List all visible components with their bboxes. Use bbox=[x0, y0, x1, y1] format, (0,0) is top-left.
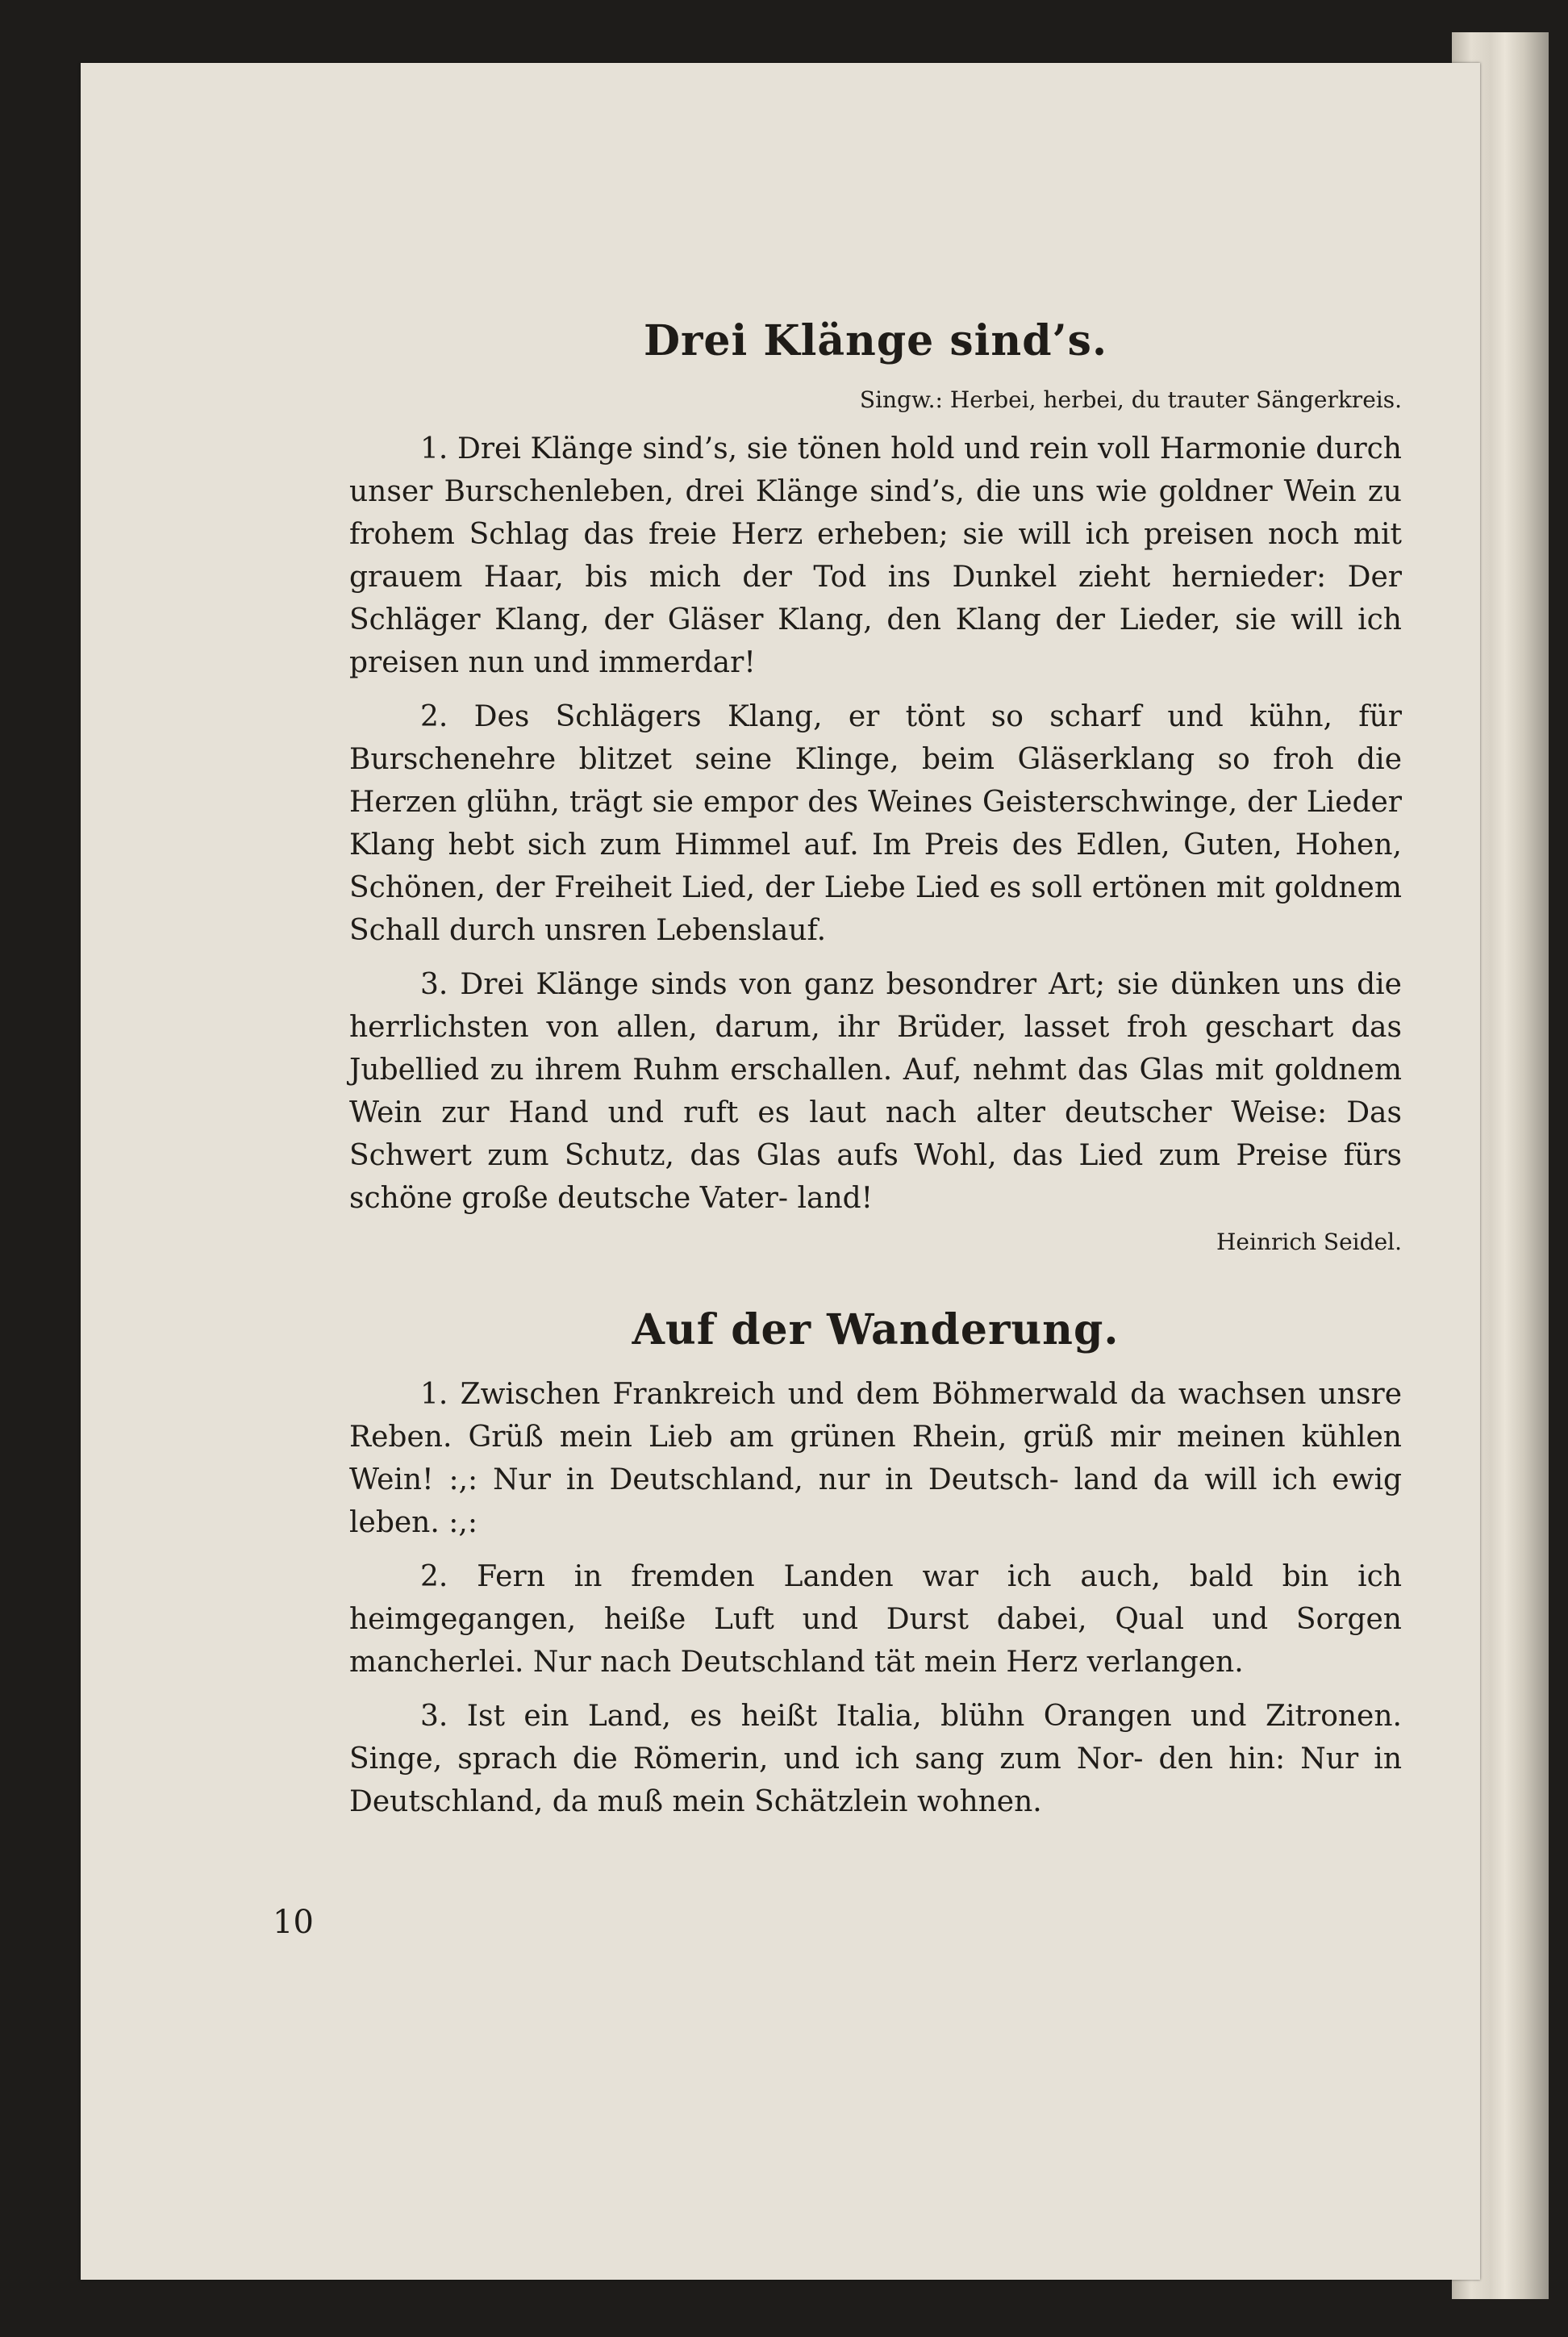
page-content bbox=[349, 313, 1402, 1834]
page-number: 10 bbox=[273, 1904, 314, 1941]
song-title-1: Drei Klänge sind’s. bbox=[643, 316, 1108, 365]
verse-1-1: 1. Drei Klänge sind’s, sie tönen hold und rein voll Harmonie durch unser Burschenleben, drei Klänge sind’s, die uns wie goldner Wein zu frohem Schlag das freie Herz erheben; sie will ich preisen noch mit grauem Haar, bis mich der Tod ins Dunkel zieht hernieder: Der Schläger Klang, der Gläser Klang, den Klang der Lieder, sie will ich preisen nun und immerdar! bbox=[349, 432, 1402, 679]
author-credit: Heinrich Seidel. bbox=[1216, 1229, 1402, 1255]
book-page bbox=[81, 63, 1480, 2280]
verse-2-3: 3. Ist ein Land, es heißt Italia, blühn Orangen und Zitronen. Singe, sprach die Römerin, und ich sang zum Nor- den hin: Nur in Deutschland, da muß mein Schätzlein wohnen. bbox=[349, 1700, 1402, 1818]
verse-1-3: 3. Drei Klänge sinds von ganz besondrer Art; sie dünken uns die herrlichsten von allen, darum, ihr Brüder, lasset froh geschart das Jubellied zu ihrem Ruhm erschallen. Auf, nehmt das Glas mit goldnem Wein zur Hand und ruft es laut nach alter deutscher Weise: Das Schwert zum Schutz, das Glas aufs Wohl, das Lied zum Preise fürs schöne große deutsche Vater- land! bbox=[349, 968, 1402, 1215]
melody-note: Singw.: Herbei, herbei, du trauter Sängerkreis. bbox=[859, 386, 1402, 413]
verse-2-2: 2. Fern in fremden Landen war ich auch, bald bin ich heimgegangen, heiße Luft und Durst dabei, Qual und Sorgen mancherlei. Nur nach Deutschland tät mein Herz verlangen. bbox=[349, 1560, 1402, 1679]
verse-1-2: 2. Des Schlägers Klang, er tönt so scharf und kühn, für Burschenehre blitzet seine Klinge, beim Gläserklang so froh die Herzen glühn, trägt sie empor des Weines Geisterschwinge, der Lieder Klang hebt sich zum Himmel auf. Im Preis des Edlen, Guten, Hohen, Schönen, der Freiheit Lied, der Liebe Lied es soll ertönen mit goldnem Schall durch unsren Lebenslauf. bbox=[349, 700, 1402, 947]
song-title-2: Auf der Wanderung. bbox=[632, 1305, 1120, 1354]
verse-2-1: 1. Zwischen Frankreich und dem Böhmerwald da wachsen unsre Reben. Grüß mein Lieb am grünen Rhein, grüß mir meinen kühlen Wein! :,: Nur in Deutschland, nur in Deutsch- land da will ich ewig leben. :,: bbox=[349, 1378, 1402, 1539]
